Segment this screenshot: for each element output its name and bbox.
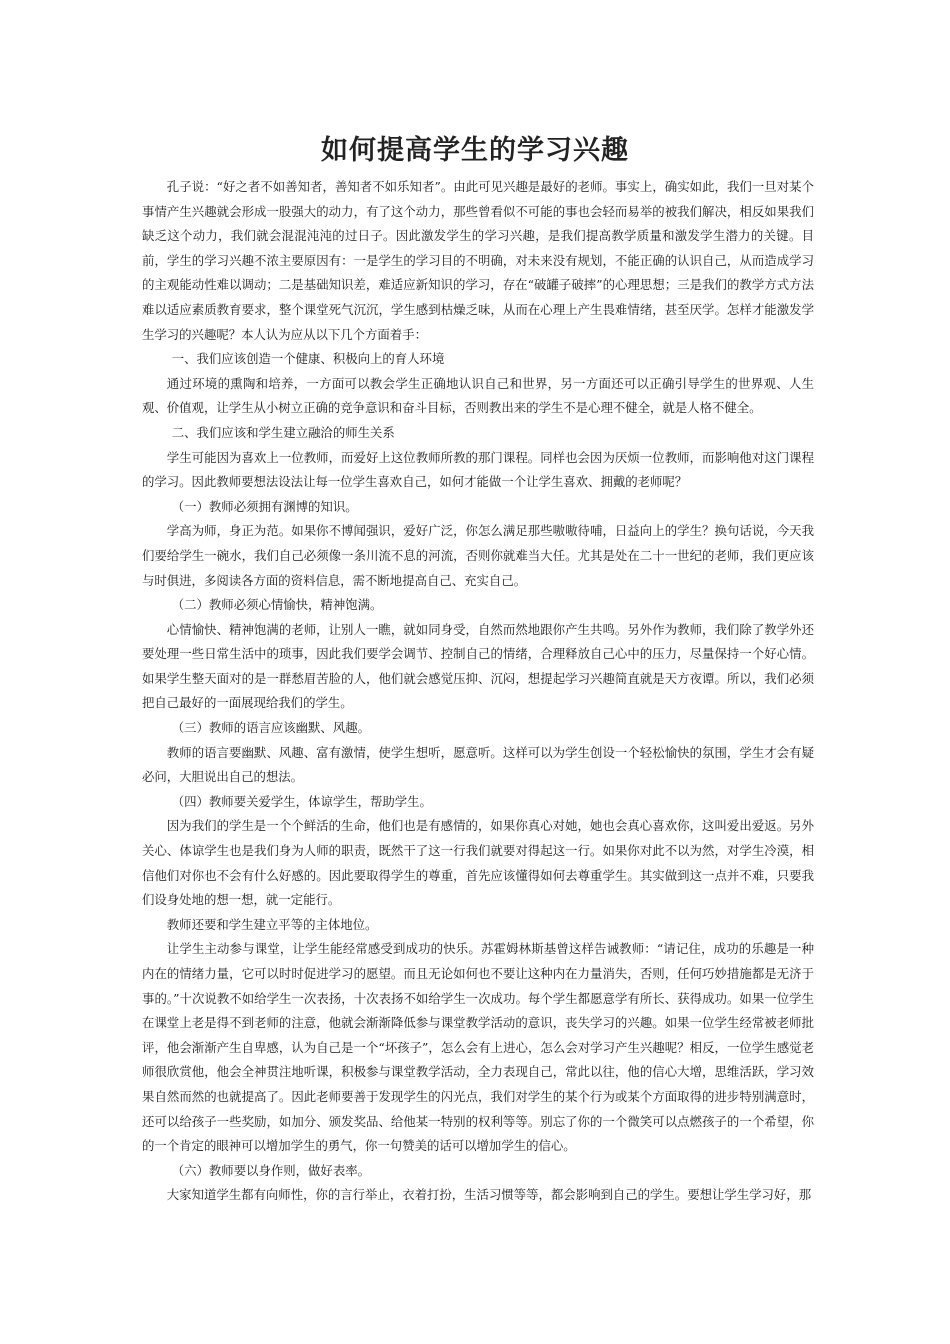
- document-body: [142, 175, 814, 1208]
- body-paragraph: 让学生主动参与课堂，让学生能经常感受到成功的快乐。苏霍姆林斯基曾这样告诫教师：“请记住，成功的乐趣是一种内在的情绪力量，它可以时时促进学习的愿望。而且无论如何也不要让这种内在力量消失，否则，任何巧妙措施都是无济于事的。”十次说教不如给学生一次表扬，十次表扬不如给学生一次成功。每个学生都愿意学有所长、获得成功。如果一位学生在课堂上老是得不到老师的注意，他就会渐渐降低参与课堂教学活动的意识，丧失学习的兴趣。如果一位学生经常被老师批评，他会渐渐产生自卑感，认为自己是一个“坏孩子”，怎么会有上进心，怎么会对学习产生兴趣呢？相反，一位学生感觉老师很欣赏他，他会全神贯注地听课，积极参与课堂教学活动，全力表现自己，常此以往，他的信心大增，思维活跃，学习效果自然而然的也就提高了。因此老师要善于发现学生的闪光点，我们对学生的某个行为或某个方面取得的进步特别满意时，还可以给孩子一些奖励，如加分、颁发奖品、给他某一特别的权利等等。别忘了你的一个微笑可以点燃孩子的一个希望，你的一个肯定的眼神可以增加学生的勇气，你一句赞美的话可以增加学生的信心。: [142, 941, 814, 1154]
- section-heading: （一）教师必须拥有渊博的知识。: [171, 498, 358, 514]
- section-heading: 二、我们应该和学生建立融洽的师生关系: [171, 424, 395, 440]
- section-heading: （四）教师要关爱学生，体谅学生，帮助学生。: [171, 793, 432, 809]
- section-heading: （六）教师要以身作则，做好表率。: [171, 1162, 370, 1178]
- body-paragraph: 因为我们的学生是一个个鲜活的生命，他们也是有感情的，如果你真心对她，她也会真心喜欢你，这叫爱出爱返。另外关心、体谅学生也是我们身为人师的职责，既然干了这一行我们就要对得起这一行。如果你对此不以为然，对学生冷漠，相信他们对你也不会有什么好感的。因此要取得学生的尊重，首先应该懂得如何去尊重学生。其实做到这一点并不难，只要我们设身处地的想一想，就一定能行。: [142, 818, 814, 908]
- body-paragraph: 教师还要和学生建立平等的主体地位。: [166, 916, 378, 932]
- section-heading: （三）教师的语言应该幽默、风趣。: [171, 720, 370, 736]
- body-paragraph: 通过环境的熏陶和培养，一方面可以教会学生正确地认识自己和世界，另一方面还可以正确引导学生的世界观、人生观、价值观，让学生从小树立正确的竞争意识和奋斗目标，否则教出来的学生不是心理不健全，就是人格不健全。: [142, 375, 814, 416]
- body-paragraph: 教师的语言要幽默、风趣、富有激情，使学生想听，愿意听。这样可以为学生创设一个轻松愉快的氛围，学生才会有疑必问，大胆说出自己的想法。: [142, 744, 814, 785]
- body-paragraph: 孔子说：“好之者不如善知者，善知者不如乐知者”。由此可见兴趣是最好的老师。事实上，确实如此，我们一旦对某个事情产生兴趣就会形成一股强大的动力，有了这个动力，那些曾看似不可能的事也会轻而易举的被我们解决，相反如果我们缺乏这个动力，我们就会混混沌沌的过日子。因此激发学生的学习兴趣，是我们提高教学质量和激发学生潜力的关键。目前，学生的学习兴趣不浓主要原因有：一是学生的学习目的不明确，对未来没有规划，不能正确的认识自己，从而造成学习的主观能动性难以调动；二是基础知识差，难适应新知识的学习，存在“破罐子破摔”的心理思想；三是我们的教学方式方法难以适应素质教育要求，整个课堂死气沉沉，学生感到枯燥乏味，从而在心理上产生畏难情绪，甚至厌学。怎样才能激发学生学习的兴趣呢？本人认为应从以下几个方面着手：: [142, 179, 814, 342]
- body-paragraph: 学高为师，身正为范。如果你不博闻强识，爱好广泛，你怎么满足那些嗷嗷待哺，日益向上的学生？换句话说，今天我们要给学生一碗水，我们自己必须像一条川流不息的河流，否则你就难当大任。尤其是处在二十一世纪的老师，我们更应该与时俱进，多阅读各方面的资料信息，需不断地提高自己、充实自己。: [142, 523, 814, 588]
- body-paragraph: 心情愉快、精神饱满的老师，让别人一瞧，就如同身受，自然而然地跟你产生共鸣。另外作为教师，我们除了教学外还要处理一些日常生活中的琐事，因此我们要学会调节、控制自己的情绪，合理释放自己心中的压力，尽量保持一个好心情。如果学生整天面对的是一群愁眉苦脸的人，他们就会感觉压抑、沉闷，想提起学习兴趣简直就是天方夜谭。所以，我们必须把自己最好的一面展现给我们的学生。: [142, 621, 814, 711]
- body-paragraph: 学生可能因为喜欢上一位教师，而爱好上这位教师所教的那门课程。同样也会因为厌烦一位教师，而影响他对这门课程的学习。因此教师要想法设法让每一位学生喜欢自己，如何才能做一个让学生喜欢、拥戴的老师呢？: [142, 449, 814, 490]
- document-title: 如何提高学生的学习兴趣: [321, 135, 629, 166]
- body-paragraph: 大家知道学生都有向师性，你的言行举止，衣着打扮，生活习惯等等，都会影响到自己的学生。要想让学生学习好，那: [166, 1187, 812, 1203]
- section-heading: （二）教师必须心情愉快，精神饱满。: [171, 597, 383, 613]
- section-heading: 一、我们应该创造一个健康、积极向上的育人环境: [171, 351, 445, 367]
